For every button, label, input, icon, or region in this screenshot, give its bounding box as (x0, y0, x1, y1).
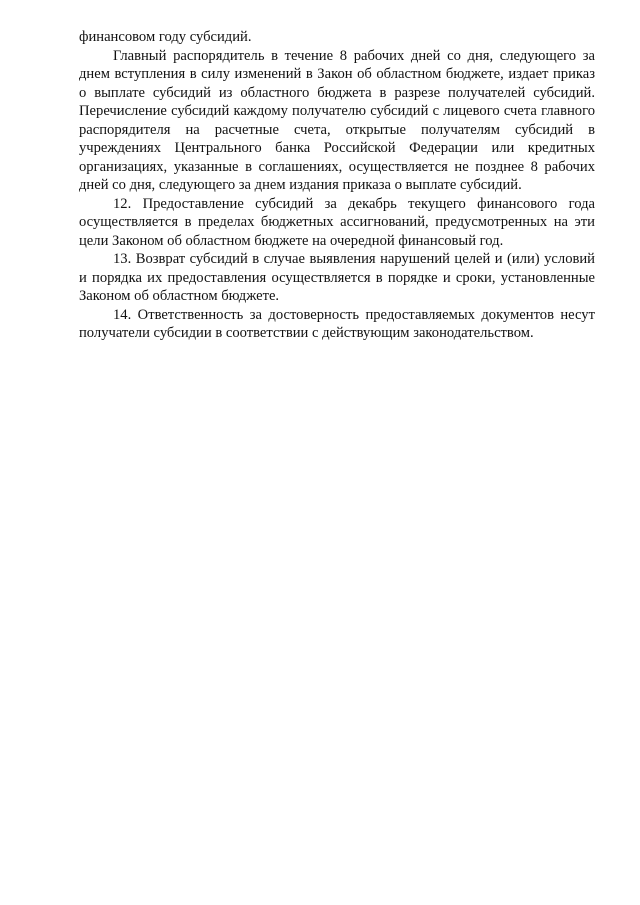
paragraph-14: 14. Ответственность за достоверность предоставляемых документов несут получатели субсидии в соответствии с действующим законодательством. (79, 306, 595, 341)
document-body (79, 28, 595, 343)
paragraph-12: 12. Предоставление субсидий за декабрь текущего финансового года осуществляется в пределах бюджетных ассигнований, предусмотренных на эти цели Законом об областном бюджете на очередной финансовый год. (79, 195, 595, 249)
paragraph-payment-order: Главный распорядитель в течение 8 рабочих дней со дня, следующего за днем вступления в силу изменений в Закон об областном бюджете, издает приказ о выплате субсидий из областного бюджета в разрезе получателей субсидий. Перечисление субсидий каждому получателю субсидий с лицевого счета главного распорядителя на расчетные счета, открытые получателям субсидий в учреждениях Центрального банка Российской Федерации или кредитных организациях, указанные в соглашениях, осуществляется не позднее 8 рабочих дней со дня, следующего за днем издания приказа о выплате субсидий. (79, 47, 595, 193)
paragraph-continuation: финансовом году субсидий. (79, 29, 252, 45)
paragraph-13: 13. Возврат субсидий в случае выявления нарушений целей и (или) условий и порядка их предоставления осуществляется в порядке и сроки, установленные Законом об областном бюджете. (79, 251, 595, 304)
